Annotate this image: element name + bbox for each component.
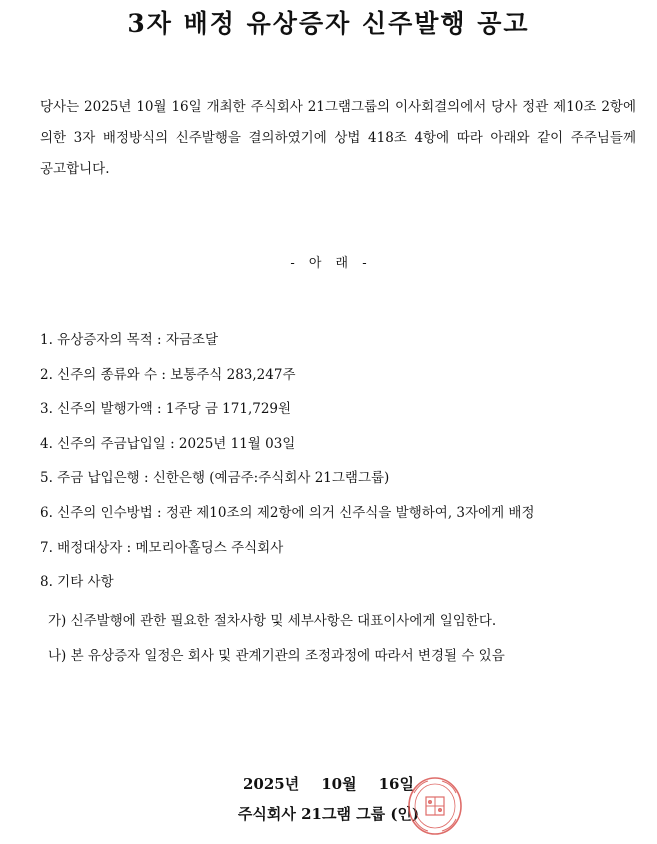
- sub-list-item: 가) 신주발행에 관한 필요한 절차사항 및 세부사항은 대표이사에게 일임한다.: [48, 613, 497, 629]
- sub-list-item: 나) 본 유상증자 일정은 회사 및 관계기관의 조정과정에 따라서 변경될 수 있음: [48, 648, 505, 664]
- section-divider-label: - 아 래 -: [290, 256, 367, 271]
- document-title: 3자 배정 유상증자 신주발행 공고: [127, 9, 530, 38]
- announcement-date: [0, 773, 657, 794]
- list-item: 7. 배정대상자 : 메모리아홀딩스 주식회사: [40, 539, 284, 556]
- date-day: 16일: [378, 775, 414, 793]
- list-item: 3. 신주의 발행가액 : 1주당 금 171,729원: [40, 401, 292, 418]
- list-item: 5. 주금 납입은행 : 신한은행 (예금주:주식회사 21그램그룹): [40, 470, 390, 487]
- list-item: 2. 신주의 종류와 수 : 보통주식 283,247주: [40, 366, 296, 383]
- list-item: 1. 유상증자의 목적 : 자금조달: [40, 332, 219, 348]
- date-month: 10월: [321, 775, 357, 793]
- list-item: 8. 기타 사항: [40, 574, 114, 591]
- intro-paragraph: 당사는 2025년 10월 16일 개최한 주식회사 21그램그룹의 이사회결의에서 당사 정관 제10조 2항에 의한 3자 배정방식의 신주발행을 결의하였기에 상법 418조 4항에 따라 아래와 같이 주주님들께 공고합니다.: [40, 99, 636, 177]
- list-item: 4. 신주의 주금납입일 : 2025년 11월 03일: [40, 435, 296, 452]
- list-item: 6. 신주의 인수방법 : 정관 제10조의 제2항에 의거 신주식을 발행하여, 3자에게 배정: [40, 504, 535, 521]
- other-matters-list: [48, 611, 648, 681]
- notice-items-list: [40, 330, 640, 607]
- company-seal-icon: [406, 775, 464, 837]
- company-signature: 주식회사 21그램 그룹 (인): [237, 805, 420, 823]
- date-year: 2025년: [243, 775, 300, 793]
